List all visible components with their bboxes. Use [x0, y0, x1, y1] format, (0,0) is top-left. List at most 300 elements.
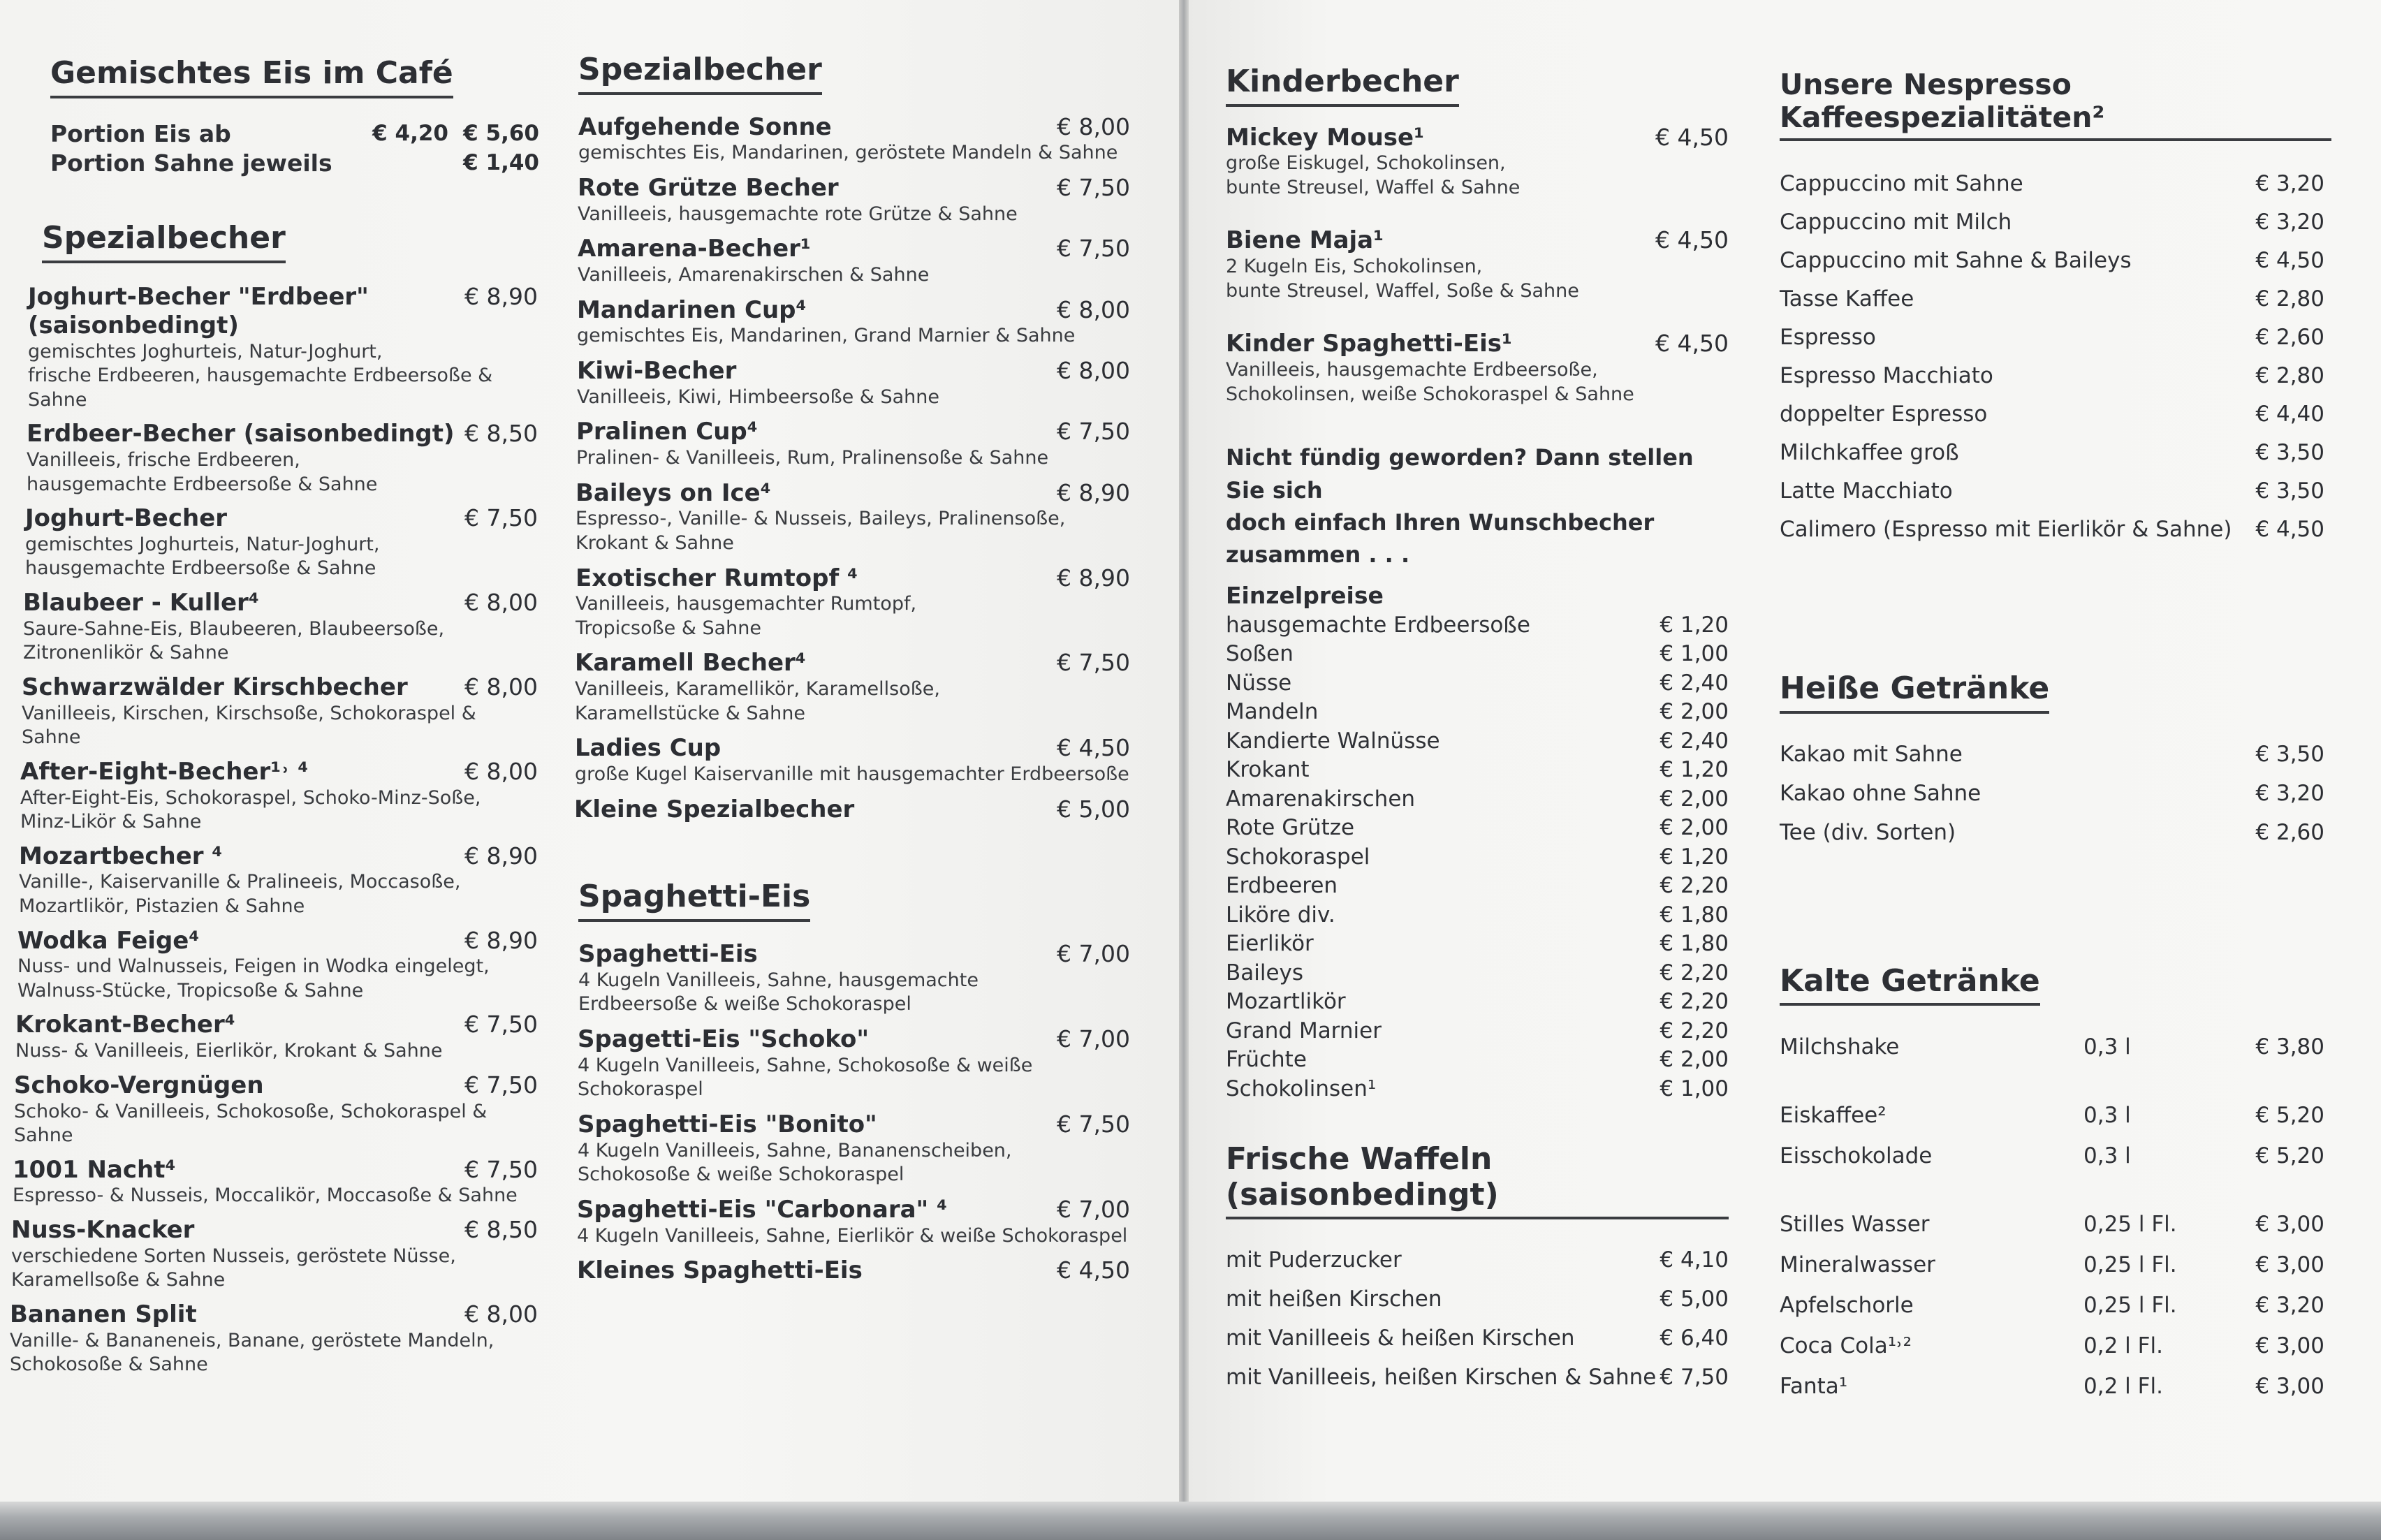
row-price: € 2,00 — [1660, 786, 1729, 812]
price-row — [1226, 756, 1729, 785]
price-row — [1780, 1366, 2324, 1407]
row-label: Mineralwasser — [1780, 1252, 1935, 1278]
column-spezialbecher-spaghetti — [574, 52, 1130, 1293]
item-price: € 7,00 — [1057, 1025, 1130, 1053]
price-row — [1226, 1017, 1729, 1046]
menu-item — [578, 113, 1130, 166]
menu-item — [576, 479, 1130, 556]
column-gemischtes-spezialbecher — [0, 56, 541, 1385]
item-description: Vanilleeis, hausgemachte rote Grütze & Sahne — [578, 203, 1018, 225]
row-price: € 1,40 — [463, 150, 539, 176]
item-title: Joghurt-Becher "Erdbeer" (saisonbedingt) — [28, 282, 369, 339]
item-price: € 4,50 — [1057, 734, 1130, 762]
item-title: Schoko-Vergnügen — [14, 1071, 264, 1099]
item-description: gemischtes Joghurteis, Natur-Joghurt, — [28, 340, 383, 362]
item-price: € 7,00 — [1057, 940, 1130, 968]
item-description: Schoko- & Vanilleeis, Schokosoße, Schokoraspel & Sahne — [14, 1100, 488, 1147]
row-label: Liköre div. — [1226, 902, 1335, 927]
section-heading: Kalte Getränke — [1780, 964, 2040, 1006]
menu-item — [577, 296, 1130, 349]
row-volume: 0,3 l — [2083, 1143, 2131, 1169]
price-row — [50, 119, 539, 149]
row-label: Kakao ohne Sahne — [1780, 780, 1981, 806]
row-price: € 2,00 — [1660, 699, 1729, 725]
item-title: Kleines Spaghetti-Eis — [577, 1256, 863, 1285]
row-price: € 3,00 — [2255, 1333, 2324, 1359]
row-label: Früchte — [1226, 1047, 1307, 1073]
row-price: € 3,20 — [2255, 171, 2324, 197]
menu-item — [20, 758, 538, 835]
waffeln-list — [1226, 1240, 1729, 1397]
price-row — [1226, 988, 1729, 1017]
item-description: Krokant & Sahne — [576, 532, 734, 554]
price-row — [1780, 472, 2324, 511]
item-title: Joghurt-Becher — [25, 504, 228, 533]
item-description: bunte Streusel, Waffel & Sahne — [1226, 176, 1521, 198]
row-label: mit heißen Kirschen — [1226, 1286, 1442, 1312]
menu-item — [577, 357, 1130, 409]
item-description: Espresso-, Vanille- & Nusseis, Baileys, Pralinensoße, — [576, 508, 1066, 530]
item-description: 4 Kugeln Vanilleeis, Sahne, hausgemachte — [578, 969, 979, 991]
item-title: 1001 Nacht⁴ — [13, 1155, 176, 1184]
kaffee-list — [1780, 165, 2324, 549]
row-label: Coca Cola¹˒² — [1780, 1333, 1912, 1359]
row-price: € 3,20 — [2255, 210, 2324, 235]
item-description: 2 Kugeln Eis, Schokolinsen, — [1226, 256, 1483, 278]
price-row — [1780, 1326, 2324, 1366]
row-label: Espresso — [1780, 325, 1876, 351]
row-price: € 2,40 — [1660, 670, 1729, 696]
row-label: Eiskaffee² — [1780, 1103, 1887, 1129]
price-row — [1226, 814, 1729, 843]
price-row — [1226, 843, 1729, 872]
einzelpreise-list — [1226, 611, 1729, 1104]
row-price: € 3,50 — [2255, 478, 2324, 504]
row-label: Cappuccino mit Milch — [1780, 210, 2012, 235]
row-label: Kakao mit Sahne — [1780, 741, 1963, 767]
item-description: Vanilleeis, frische Erdbeeren, — [27, 449, 300, 471]
item-title: Nuss-Knacker — [11, 1216, 195, 1245]
item-description: gemischtes Joghurteis, Natur-Joghurt, — [25, 533, 380, 555]
row-volume: 0,3 l — [2083, 1103, 2131, 1129]
menu-item — [22, 673, 538, 750]
row-label: mit Vanilleeis & heißen Kirschen — [1226, 1326, 1575, 1351]
item-title: Spagetti-Eis "Schoko" — [578, 1025, 870, 1053]
item-description: Vanilleeis, Kiwi, Himbeersoße & Sahne — [577, 386, 939, 408]
item-description: hausgemachte Erdbeersoße & Sahne — [25, 557, 376, 580]
row-price: € 4,10 — [1660, 1247, 1729, 1273]
row-label: Soßen — [1226, 641, 1294, 667]
item-price: € 7,50 — [464, 504, 538, 532]
item-price: € 4,50 — [1057, 1256, 1130, 1284]
row-price: € 3,50 — [2255, 440, 2324, 466]
price-row — [1226, 1319, 1729, 1358]
item-price: € 4,50 — [1655, 330, 1729, 358]
spezialbecher-list — [0, 283, 538, 1377]
price-row — [1780, 203, 2324, 242]
menu-item — [577, 1256, 1130, 1285]
item-description: Karamellsoße & Sahne — [11, 1269, 226, 1291]
item-price: € 7,50 — [1057, 235, 1130, 263]
row-volume: 0,3 l — [2083, 1034, 2131, 1060]
menu-item — [578, 940, 1130, 1017]
item-description: frische Erdbeeren, hausgemachte Erdbeersoße & Sahne — [28, 365, 493, 411]
row-label: Mozartlikör — [1226, 989, 1346, 1015]
row-price: € 4,50 — [2255, 248, 2324, 274]
item-price: € 7,50 — [1057, 649, 1130, 677]
menu-item — [574, 795, 1130, 824]
row-price: € 3,80 — [2255, 1034, 2324, 1060]
price-row — [1226, 640, 1729, 669]
row-label: Baileys — [1226, 960, 1304, 985]
item-description: hausgemachte Erdbeersoße & Sahne — [27, 473, 378, 495]
menu-item — [14, 1071, 538, 1148]
row-volume: 0,2 l Fl. — [2083, 1374, 2163, 1400]
menu-item — [578, 1025, 1130, 1102]
price-row — [1780, 774, 2324, 813]
item-title: Rote Grütze Becher — [578, 173, 839, 202]
price-row — [1780, 1027, 2324, 1067]
item-description: Vanille-, Kaiservanille & Pralineeis, Moccasoße, — [19, 871, 461, 893]
row-price: € 2,60 — [2255, 819, 2324, 845]
item-title: Erdbeer-Becher (saisonbedingt) — [27, 420, 455, 448]
price-row — [1780, 242, 2324, 280]
item-price: € 8,50 — [464, 420, 538, 448]
row-price: € 2,40 — [1660, 728, 1729, 754]
row-volume: 0,2 l Fl. — [2083, 1333, 2163, 1359]
kinderbecher-list — [1226, 124, 1729, 407]
item-price: € 8,50 — [464, 1216, 538, 1244]
row-price: € 2,60 — [2255, 325, 2324, 351]
price-row — [1780, 1136, 2324, 1176]
price-row — [1780, 280, 2324, 318]
item-description: Pralinen- & Vanilleeis, Rum, Pralinensoße & Sahne — [576, 447, 1049, 469]
item-description: Schokosoße & Sahne — [10, 1354, 208, 1376]
item-description: verschiedene Sorten Nusseis, geröstete Nüsse, — [11, 1245, 456, 1267]
row-volume: 0,25 l Fl. — [2083, 1212, 2177, 1238]
row-price: € 3,20 — [2255, 780, 2324, 806]
row-label: Cappuccino mit Sahne & Baileys — [1780, 248, 2132, 274]
item-title: Wodka Feige⁴ — [17, 926, 200, 955]
item-title: Schwarzwälder Kirschbecher — [22, 673, 408, 701]
row-price: € 5,20 — [2255, 1103, 2324, 1129]
item-description: gemischtes Eis, Mandarinen, geröstete Mandeln & Sahne — [578, 142, 1118, 164]
item-title: Aufgehende Sonne — [578, 112, 832, 141]
section-heading: Spaghetti-Eis — [578, 879, 810, 922]
item-price: € 8,90 — [464, 926, 538, 954]
row-label: Eisschokolade — [1780, 1143, 1933, 1169]
item-title: Biene Maja¹ — [1226, 226, 1384, 255]
item-title: Baileys on Ice⁴ — [576, 478, 771, 507]
item-price: € 4,50 — [1655, 226, 1729, 254]
item-title: Mandarinen Cup⁴ — [577, 295, 807, 324]
menu-item — [15, 1011, 538, 1063]
item-description: Schokolinsen, weiße Schokoraspel & Sahne — [1226, 383, 1634, 405]
item-description: Vanilleeis, hausgemachter Rumtopf, — [576, 593, 917, 615]
item-price: € 8,90 — [1057, 564, 1130, 592]
kalte-getraenke-list — [1780, 1027, 2324, 1407]
spaghetti-list — [578, 940, 1130, 1285]
row-price: € 1,00 — [1660, 641, 1729, 667]
row-price: € 5,60 — [463, 120, 539, 146]
intro-line: doch einfach Ihren Wunschbecher zusammen . . . — [1226, 509, 1655, 569]
item-description: 4 Kugeln Vanilleeis, Sahne, Schokosoße & weiße Schokoraspel — [578, 1054, 1033, 1101]
row-price: € 1,80 — [1660, 931, 1729, 957]
item-title: After-Eight-Becher¹˒ ⁴ — [20, 757, 309, 786]
heisse-getraenke-list — [1780, 735, 2324, 852]
item-description: große Eiskugel, Schokolinsen, — [1226, 152, 1506, 175]
price-row — [1226, 611, 1729, 640]
row-price: € 5,00 — [1660, 1286, 1729, 1312]
row-label: doppelter Espresso — [1780, 402, 1988, 427]
row-price: € 4,40 — [2255, 402, 2324, 427]
item-price: € 5,00 — [1057, 795, 1130, 823]
item-price: € 8,00 — [1057, 112, 1130, 140]
row-label: Espresso Macchiato — [1780, 363, 1993, 389]
item-price: € 7,50 — [1057, 418, 1130, 446]
item-title: Pralinen Cup⁴ — [576, 418, 758, 446]
price-row — [1226, 785, 1729, 814]
item-description: Vanilleeis, Karamellikör, Karamellsoße, — [575, 678, 940, 701]
menu-item — [13, 1156, 538, 1208]
price-row — [1780, 318, 2324, 357]
menu-item — [10, 1300, 538, 1377]
item-price: € 8,00 — [464, 588, 538, 616]
item-price: € 8,90 — [464, 842, 538, 870]
item-description: Nuss- und Walnusseis, Feigen in Wodka eingelegt, — [17, 955, 490, 978]
row-price: € 2,20 — [1660, 873, 1729, 899]
item-description: Saure-Sahne-Eis, Blaubeeren, Blaubeersoße, — [23, 617, 445, 640]
row-price: € 2,00 — [1660, 1047, 1729, 1073]
price-row — [1226, 698, 1729, 727]
item-price: € 4,50 — [1655, 123, 1729, 151]
item-description: Tropicsoße & Sahne — [576, 617, 761, 639]
item-description: Schokosoße & weiße Schokoraspel — [578, 1164, 904, 1186]
row-price: € 2,20 — [1660, 989, 1729, 1015]
row-label: Fanta¹ — [1780, 1374, 1848, 1400]
row-label: Apfelschorle — [1780, 1293, 1914, 1319]
row-label: Tasse Kaffee — [1780, 286, 1914, 312]
section-heading: Gemischtes Eis im Café — [50, 56, 453, 98]
price-row — [1226, 901, 1729, 930]
row-price: € 2,20 — [1660, 1018, 1729, 1043]
item-title: Kinder Spaghetti-Eis¹ — [1226, 330, 1512, 358]
item-description: Zitronenlikör & Sahne — [23, 642, 229, 664]
price-row — [1226, 1358, 1729, 1397]
item-title: Blaubeer - Kuller⁴ — [23, 588, 259, 617]
menu-item — [578, 235, 1130, 287]
menu-item — [17, 927, 538, 1004]
price-row — [1780, 434, 2324, 472]
row-price: € 3,00 — [2255, 1252, 2324, 1278]
row-label: Tee (div. Sorten) — [1780, 819, 1956, 845]
item-description: bunte Streusel, Waffel, Soße & Sahne — [1226, 279, 1579, 302]
item-title: Exotischer Rumtopf ⁴ — [576, 564, 858, 592]
row-label: Grand Marnier — [1226, 1018, 1382, 1043]
item-description: Vanilleeis, Amarenakirschen & Sahne — [578, 264, 930, 286]
item-title: Spaghetti-Eis — [578, 940, 758, 969]
price-row — [1226, 872, 1729, 901]
item-price: € 7,50 — [464, 1011, 538, 1039]
row-price: € 1,20 — [1660, 757, 1729, 783]
row-price: € 1,80 — [1660, 902, 1729, 927]
item-description: Vanille- & Bananeneis, Banane, geröstete Mandeln, — [10, 1329, 494, 1351]
menu-item — [23, 589, 538, 666]
row-price: € 4,50 — [2255, 517, 2324, 543]
menu-item — [28, 283, 538, 412]
row-label: mit Vanilleeis, heißen Kirschen & Sahne — [1226, 1365, 1657, 1391]
item-description: After-Eight-Eis, Schokoraspel, Schoko-Minz-Soße, — [20, 786, 481, 809]
row-price: € 3,00 — [2255, 1374, 2324, 1400]
spezialbecher-list — [574, 112, 1130, 824]
row-price: € 3,20 — [2255, 1293, 2324, 1319]
item-description: Karamellstücke & Sahne — [575, 702, 805, 724]
item-price: € 8,90 — [464, 282, 538, 310]
section-heading: Frische Waffeln (saisonbedingt) — [1226, 1142, 1729, 1219]
price-row — [1226, 1075, 1729, 1104]
wunschbecher-intro — [1226, 441, 1729, 571]
section-heading: Unsere Nespresso Kaffeespezialitäten² — [1780, 68, 2331, 141]
menu-item — [577, 1196, 1130, 1248]
price-row — [1226, 1046, 1729, 1075]
menu-item — [1226, 124, 1729, 200]
item-title: Mozartbecher ⁴ — [19, 842, 223, 870]
row-label: Amarenakirschen — [1226, 786, 1416, 812]
row-label: mit Puderzucker — [1226, 1247, 1402, 1273]
row-label: Cappuccino mit Sahne — [1780, 171, 2023, 197]
menu-item — [575, 734, 1130, 786]
price-row — [1780, 395, 2324, 434]
row-label: Portion Sahne jeweils — [50, 149, 332, 177]
item-price: € 7,00 — [1057, 1195, 1130, 1223]
price-row — [1780, 813, 2324, 852]
item-price: € 8,00 — [1057, 356, 1130, 384]
row-price: € 1,00 — [1660, 1076, 1729, 1101]
item-title: Spaghetti-Eis "Carbonara" ⁴ — [577, 1195, 947, 1224]
row-price: € 2,80 — [2255, 363, 2324, 389]
row-label: Eierlikör — [1226, 931, 1314, 957]
price-row — [1780, 735, 2324, 774]
item-description: Minz-Likör & Sahne — [20, 811, 202, 833]
item-price: € 8,00 — [1057, 295, 1130, 323]
menu-item — [25, 504, 538, 581]
price-row — [1226, 959, 1729, 988]
row-label: Kandierte Walnüsse — [1226, 728, 1440, 754]
item-price: € 7,50 — [464, 1155, 538, 1183]
row-price: € 2,00 — [1660, 815, 1729, 841]
row-label: Stilles Wasser — [1780, 1212, 1930, 1238]
item-description: 4 Kugeln Vanilleeis, Sahne, Bananenscheiben, — [578, 1139, 1012, 1161]
row-label: Milchkaffee groß — [1780, 440, 1959, 466]
row-volume: 0,25 l Fl. — [2083, 1293, 2177, 1319]
item-description: Erdbeersoße & weiße Schokoraspel — [578, 993, 911, 1015]
price-row — [50, 149, 539, 179]
item-title: Krokant-Becher⁴ — [15, 1011, 235, 1039]
price-row — [1780, 1095, 2324, 1136]
item-description: gemischtes Eis, Mandarinen, Grand Marnier & Sahne — [577, 325, 1076, 347]
item-description: Walnuss-Stücke, Tropicsoße & Sahne — [17, 979, 364, 1002]
menu-item — [1226, 330, 1729, 406]
item-description: große Kugel Kaiservanille mit hausgemachter Erdbeersoße — [575, 763, 1129, 786]
column-kinderbecher — [1226, 64, 1729, 1397]
item-price: € 7,50 — [1057, 173, 1130, 201]
intro-line: Nicht fündig geworden? Dann stellen Sie sich — [1226, 444, 1694, 504]
row-price: € 1,20 — [1660, 844, 1729, 870]
item-price: € 8,90 — [1057, 478, 1130, 506]
row-price: € 2,20 — [1660, 960, 1729, 985]
menu-item — [576, 564, 1130, 641]
row-label: Schokoraspel — [1226, 844, 1370, 870]
item-title: Kleine Spezialbecher — [574, 795, 855, 823]
price-row — [1226, 727, 1729, 756]
row-label: Nüsse — [1226, 670, 1292, 696]
row-price: € 1,20 — [1660, 612, 1729, 638]
item-price: € 7,50 — [464, 1071, 538, 1099]
item-description: Vanilleeis, hausgemachte Erdbeersoße, — [1226, 359, 1598, 381]
price-row — [1780, 1204, 2324, 1245]
item-title: Karamell Becher⁴ — [575, 649, 806, 677]
item-title: Kiwi-Becher — [577, 356, 737, 385]
menu-item — [19, 842, 538, 919]
item-description: Mozartlikör, Pistazien & Sahne — [19, 895, 305, 917]
item-price: € 7,50 — [1057, 1110, 1130, 1138]
item-description: Vanilleeis, Kirschen, Kirschsoße, Schokoraspel & Sahne — [22, 702, 476, 749]
item-description: Espresso- & Nusseis, Moccalikör, Moccasoße & Sahne — [13, 1185, 518, 1207]
row-label: Portion Eis ab — [50, 119, 231, 147]
item-description: 4 Kugeln Vanilleeis, Sahne, Eierlikör & weiße Schokoraspel — [577, 1224, 1128, 1247]
price-row — [1780, 1245, 2324, 1285]
row-label: Latte Macchiato — [1780, 478, 1953, 504]
menu-item — [578, 1110, 1130, 1187]
price-row — [1780, 511, 2324, 549]
menu-item — [578, 174, 1130, 226]
price-row — [1226, 1240, 1729, 1279]
row-label: Erdbeeren — [1226, 873, 1338, 899]
row-price: € 3,00 — [2255, 1212, 2324, 1238]
menu-fold — [1179, 0, 1189, 1502]
price-row — [1780, 1285, 2324, 1326]
row-price: € 6,40 — [1660, 1326, 1729, 1351]
row-volume: 0,25 l Fl. — [2083, 1252, 2177, 1278]
item-title: Amarena-Becher¹ — [578, 235, 811, 263]
menu-item — [575, 649, 1130, 726]
item-title: Ladies Cup — [575, 734, 721, 763]
section-heading: Spezialbecher — [578, 52, 822, 95]
row-price: € 5,20 — [2255, 1143, 2324, 1169]
price-row — [1226, 930, 1729, 959]
einzelpreise-heading: Einzelpreise — [1226, 581, 1384, 609]
section-gemischtes-eis — [0, 56, 541, 179]
row-label: Krokant — [1226, 757, 1310, 783]
item-title: Bananen Split — [10, 1300, 197, 1328]
menu-item — [27, 420, 538, 497]
item-price: € 8,00 — [464, 673, 538, 701]
column-getraenke — [1780, 68, 2331, 1407]
price-row — [1226, 1279, 1729, 1319]
table-surface — [0, 1502, 2381, 1540]
item-title: Spaghetti-Eis "Bonito" — [578, 1110, 877, 1138]
section-heading: Kinderbecher — [1226, 64, 1459, 107]
menu-item — [11, 1216, 538, 1293]
row-label: Mandeln — [1226, 699, 1319, 725]
row-label: hausgemachte Erdbeersoße — [1226, 612, 1530, 638]
row-price: € 2,80 — [2255, 286, 2324, 312]
menu-item — [1226, 226, 1729, 303]
item-description: Nuss- & Vanilleeis, Eierlikör, Krokant & Sahne — [15, 1040, 443, 1062]
row-label: Milchshake — [1780, 1034, 1900, 1060]
menu-item — [576, 418, 1130, 470]
row-price: € 4,20 — [372, 120, 448, 146]
